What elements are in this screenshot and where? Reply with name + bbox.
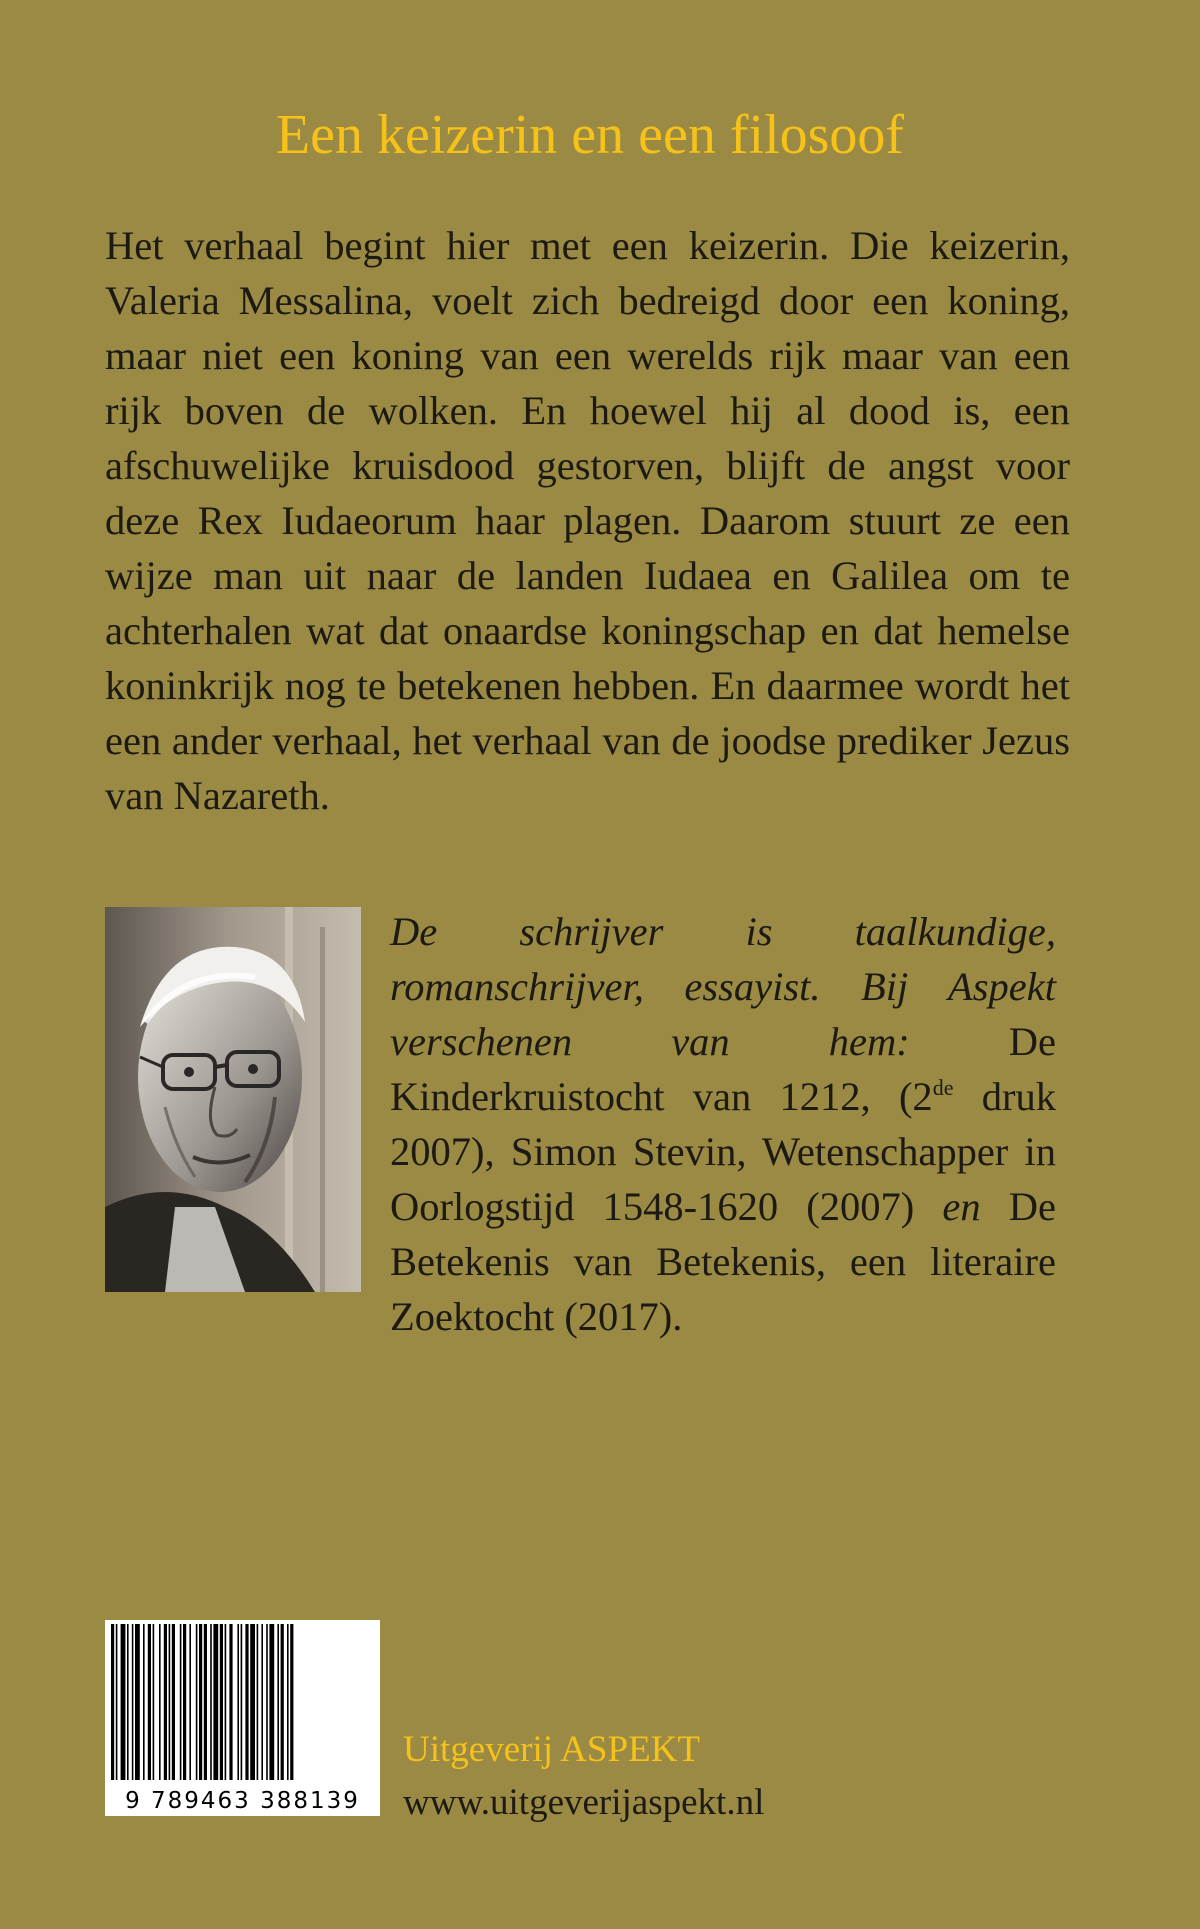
author-portrait xyxy=(105,907,361,1292)
bio-book-3: De Betekenis van Betekenis, een literaire Zoektocht (2017). xyxy=(390,1184,1057,1339)
publisher-name: Uitgeverij ASPEKT xyxy=(403,1729,701,1770)
bio-book-1: De Kinderkruistocht van 1212, xyxy=(390,1019,1056,1119)
bio-edition-sup: de xyxy=(932,1075,954,1100)
bio-conjunction: en xyxy=(942,1184,981,1229)
bio-intro: De schrijver is taalkundige, romanschrijver, essayist. Bij Aspekt verschenen van hem: xyxy=(390,909,1056,1064)
bio-edition-rest: druk 2007), xyxy=(390,1074,1056,1174)
book-title: Een keizerin en een filosoof xyxy=(275,104,905,166)
bio-book-2-year: (2007) xyxy=(806,1184,915,1229)
publisher-website: www.uitgeverijaspekt.nl xyxy=(403,1782,765,1823)
book-blurb: Het verhaal begint hier met een keizerin. Die keizerin, Valeria Messalina, voelt zich bedreigd door een koning, maar niet een koning van een werelds rijk maar van een rijk boven de wolken. En hoewel hij al dood is, een afschuwelijke kruisdood gestorven, blijft de angst voor deze Rex Iudaeorum haar plagen. Daarom stuurt ze een wijze man uit naar de landen Iudaea en Galilea om te achterhalen wat dat onaardse koningschap en dat hemelse koninkrijk nog te betekenen hebben. En daarmee wordt het een ander verhaal, het verhaal van de joodse prediker Jezus van Nazareth. xyxy=(105,223,1070,818)
portrait-icon xyxy=(105,907,361,1292)
author-bio xyxy=(390,904,1056,1344)
bio-edition-open: (2 xyxy=(898,1074,933,1119)
isbn-number: 9 789463 388139 xyxy=(125,1788,360,1814)
bio-book-2: Simon Stevin, Wetenschapper in Oorlogstijd 1548-1620 xyxy=(390,1129,1057,1229)
isbn-barcode xyxy=(105,1620,380,1816)
barcode-icon xyxy=(105,1620,380,1816)
